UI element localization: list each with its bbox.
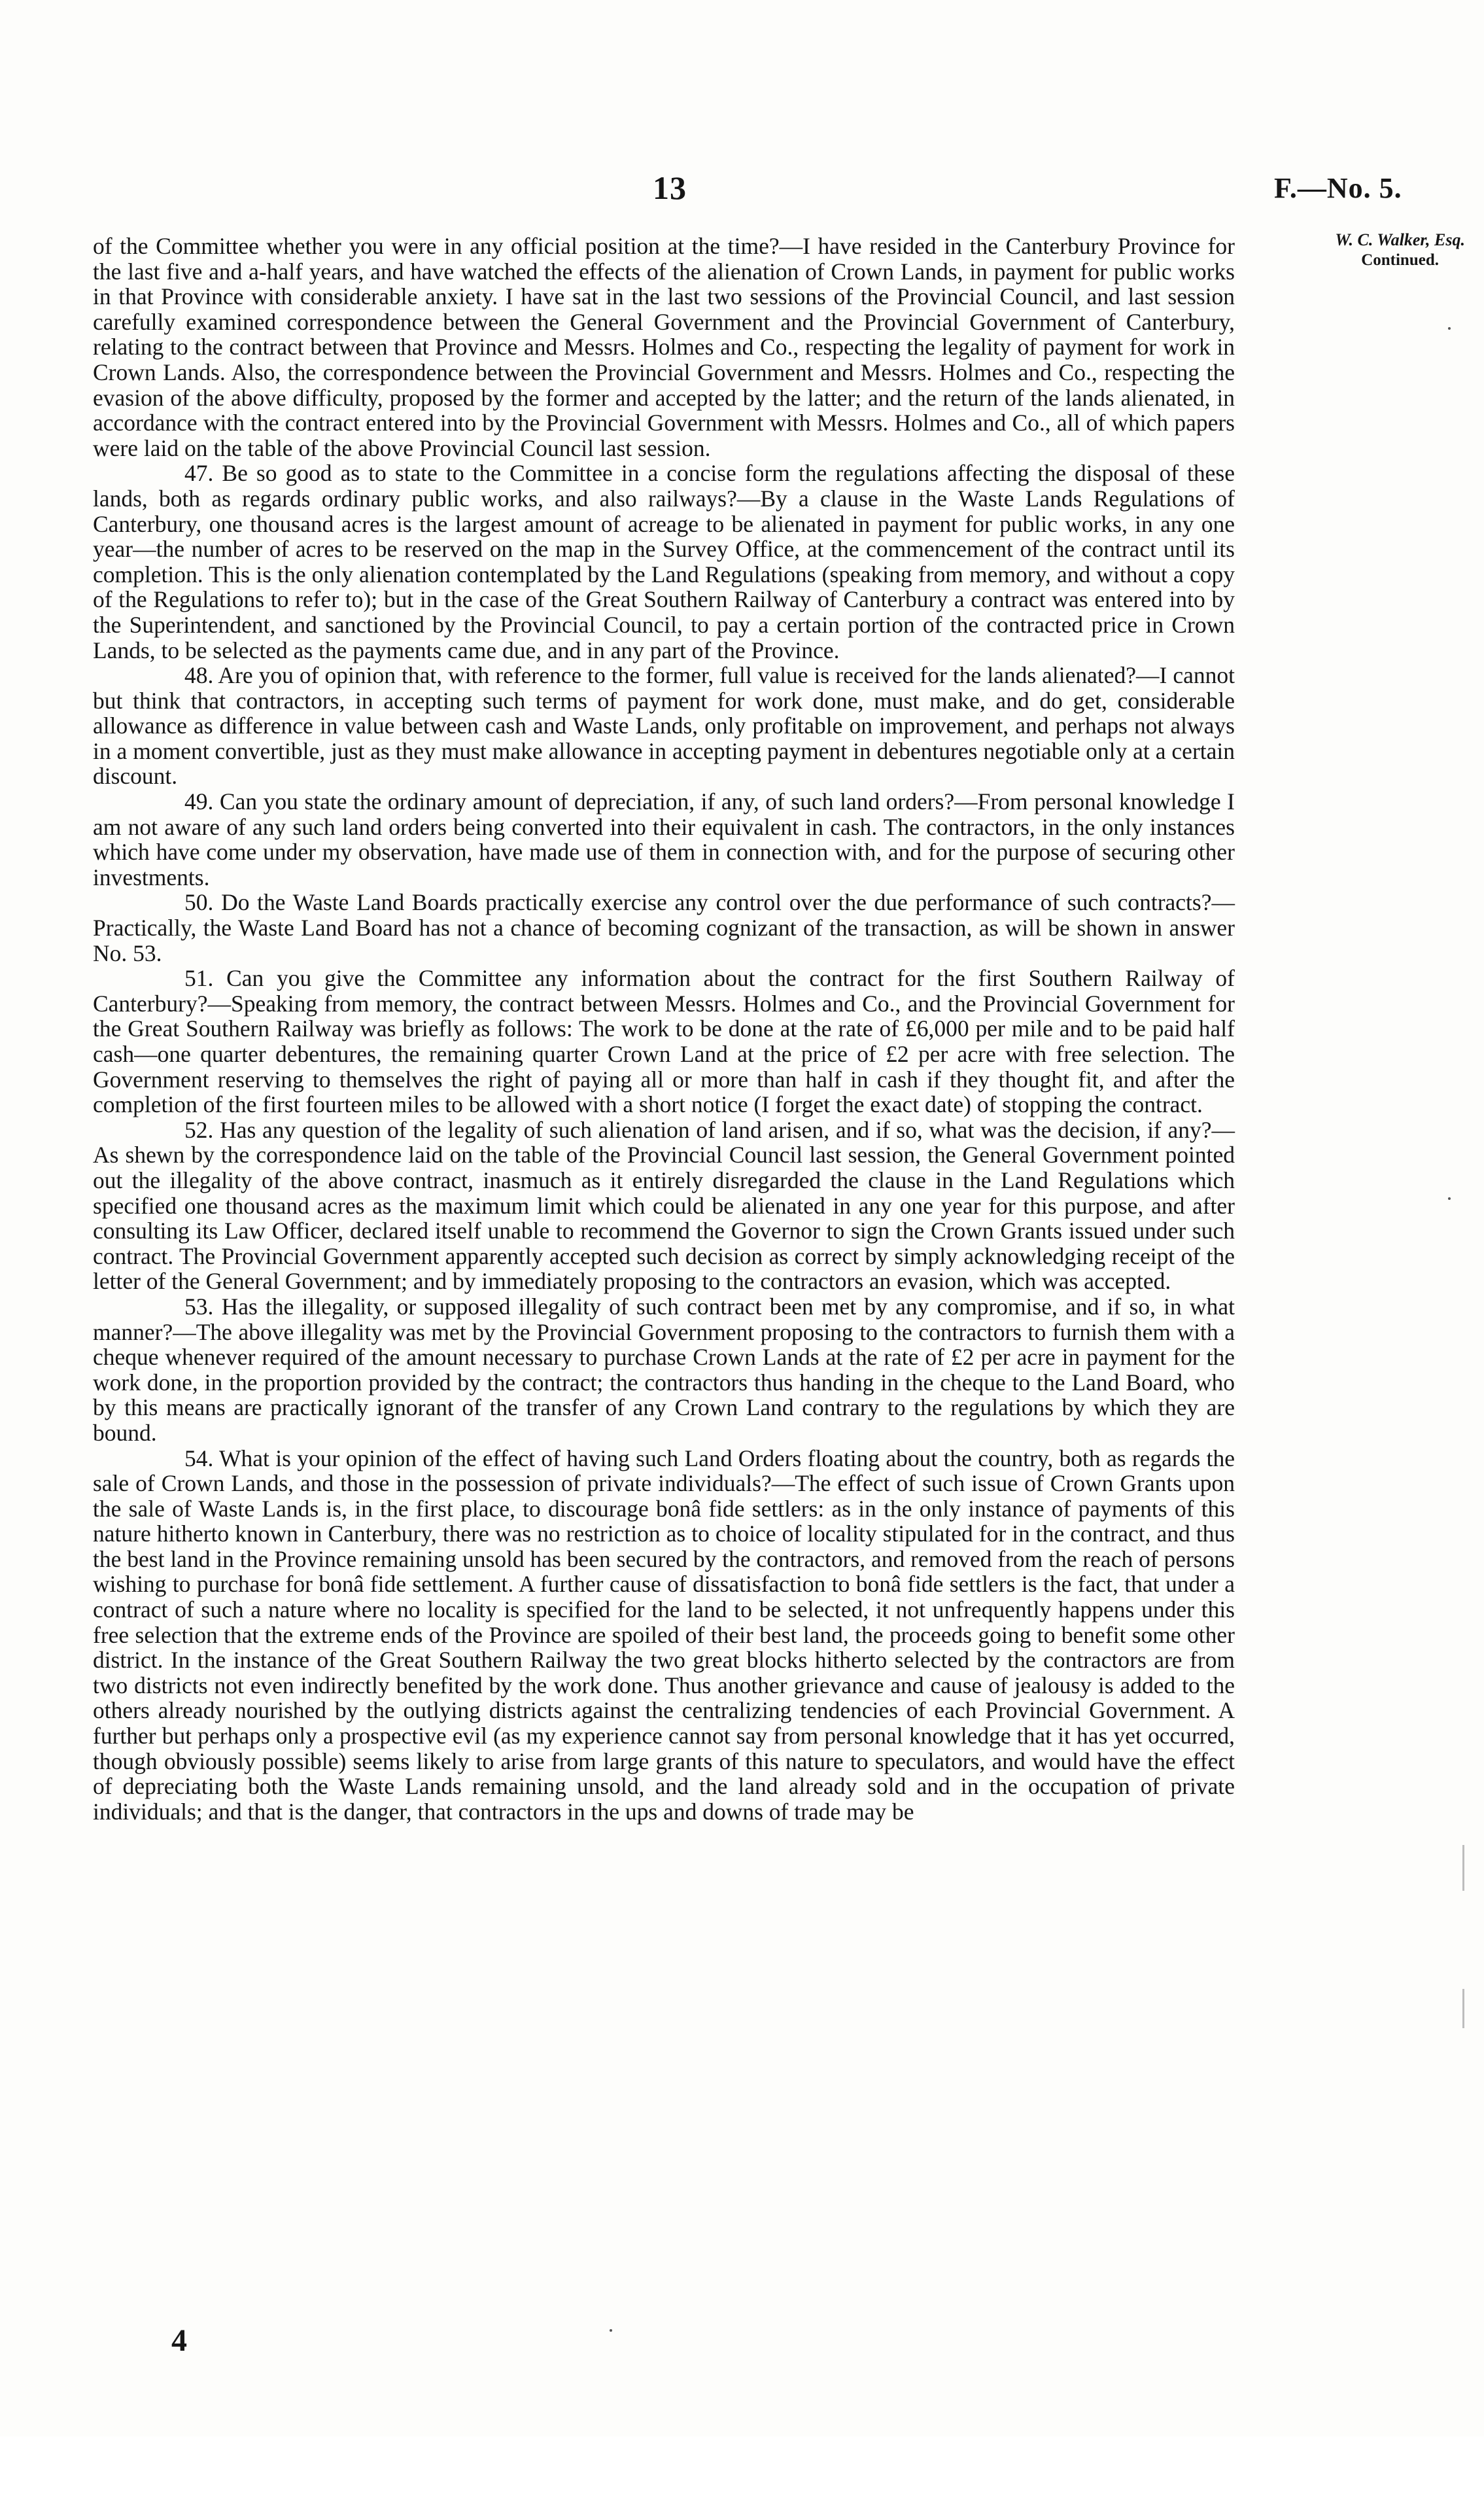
margin-note (1249, 230, 1465, 270)
paragraph-q48: 48. Are you of opinion that, with reference to the former, full value is received for the lands alienated?—I cannot but think that contractors, in accepting such terms of payment for work done, must make, and do get, considerable allowance as difference in value between cash and Waste Lands, only profitable on improvement, and perhaps not always in a moment convertible, just as they must make allowance in accepting payment in debentures negotiable only at a certain discount. (93, 662, 1235, 790)
scan-edge-mark (1462, 1989, 1464, 2028)
scan-speck (1448, 1197, 1451, 1200)
paragraph-q50: 50. Do the Waste Land Boards practically exercise any control over the due performance of such contracts?—Practically, the Waste Land Board has not a chance of becoming cognizant of the transaction, as will be shown in answer No. 53. (93, 889, 1235, 966)
paragraph-q53: 53. Has the illegality, or supposed illegality of such contract been met by any compromise, and if so, in what manner?—The above illegality was met by the Provincial Government proposing to the contractors to furnish them with a cheque whenever required of the amount necessary to purchase Crown Lands at the rate of £2 per acre in payment for the work done, in the proportion provided by the contract; the contractors thus handing in the cheque to the Land Board, who by this means are practically ignorant of the transfer of any Crown Land contrary to the regulations by which they are bound. (93, 1293, 1235, 1446)
scan-edge-mark (1462, 1845, 1464, 1891)
page-number: 13 (653, 169, 687, 206)
paragraph-continuation: of the Committee whether you were in any official position at the time?—I have resided in the Canterbury Province for the last five and a-half years, and have watched the effects of the alienation of Crown Lands, in payment for public works in that Province with considerable anxiety. I have sat in the last two sessions of the Provincial Council, and last session carefully examined correspondence between the General Government and the Provincial Government of Canterbury, relating to the contract between that Province and Messrs. Holmes and Co., respecting the legality of payment for work in Crown Lands. Also, the correspondence between the Provincial Government and Messrs. Holmes and Co., respecting the evasion of the above difficulty, proposed by the former and accepted by the latter; and the return of the lands alienated, in accordance with the contract entered into by the Provincial Government with Messrs. Holmes and Co., all of which papers were laid on the table of the above Provincial Council last session. (93, 233, 1235, 461)
witness-name: W. C. Walker, Esq. (1335, 230, 1465, 249)
continued-label: Continued. (1361, 251, 1439, 269)
scan-speck (1448, 327, 1451, 330)
document-reference: F.—No. 5. (1274, 172, 1402, 204)
paragraph-q49: 49. Can you state the ordinary amount of depreciation, if any, of such land orders?—From personal knowledge I am not aware of any such land orders being converted into their equivalent in cash. The contractors, in the only instances which have come under my observation, have made use of them in connection with, and for the purpose of securing other investments. (93, 788, 1235, 890)
paragraph-q54: 54. What is your opinion of the effect of having such Land Orders floating about the country, both as regards the sale of Crown Lands, and those in the possession of private individuals?—The effect of such issue of Crown Grants upon the sale of Waste Lands is, in the first place, to discourage bonâ fide settlers: as in the only instance of payments of this nature hitherto known in Canterbury, there was no restriction as to choice of locality stipulated for in the contract, and thus the best land in the Province remaining unsold has been secured by the contractors, and removed from the reach of persons wishing to purchase for bonâ fide settlement. A further cause of dissatisfaction to bonâ fide settlers is the fact, that under a contract of such a nature where no locality is specified for the land to be selected, it not unfrequently happens under this free selection that the extreme ends of the Province are spoiled of their best land, the proceeds going to benefit some other district. In the instance of the Great Southern Railway the two great blocks hitherto selected by the contractors are from two districts not even indirectly benefited by the work done. Thus another grievance and cause of jealousy is added to the others already nourished by the outlying districts against the centralizing tendencies of each Provincial Government. A further but perhaps only a prospective evil (as my experience cannot say from personal knowledge that it has yet occurred, though obviously possible) seems likely to arise from large grants of this nature to speculators, and would have the effect of depreciating both the Waste Lands remaining unsold, and the land already sold and in the occupation of private individuals; and that is the danger, that contractors in the ups and downs of trade may be (93, 1445, 1235, 1825)
signature-mark: 4 (171, 2323, 187, 2358)
scan-speck (610, 2329, 612, 2332)
paragraph-q51: 51. Can you give the Committee any information about the contract for the first Southern Railway of Canterbury?—Speaking from memory, the contract between Messrs. Holmes and Co., and the Provincial Government for the Great Southern Railway was briefly as follows: The work to be done at the rate of £6,000 per mile and to be paid half cash—one quarter debentures, the remaining quarter Crown Land at the price of £2 per acre with free selection. The Government reserving to themselves the right of paying all or more than half in cash if they thought fit, and after the completion of the first fourteen miles to be allowed with a short notice (I forget the exact date) of stopping the contract. (93, 965, 1235, 1118)
paragraph-q47: 47. Be so good as to state to the Committee in a concise form the regulations affecting the disposal of these lands, both as regards ordinary public works, and also railways?—By a clause in the Waste Lands Regulations of Canterbury, one thousand acres is the largest amount of acreage to be alienated in payment for public works, in any one year—the number of acres to be reserved on the map in the Survey Office, at the commencement of the contract until its completion. This is the only alienation contemplated by the Land Regulations (speaking from memory, and without a copy of the Regulations to refer to); but in the case of the Great Southern Railway of Canterbury a contract was entered into by the Superintendent, and sanctioned by the Provincial Council, to pay a certain portion of the contracted price in Crown Lands, to be selected as the payments came due, and in any part of the Province. (93, 460, 1235, 663)
paragraph-q52: 52. Has any question of the legality of such alienation of land arisen, and if so, what was the decision, if any?—As shewn by the correspondence laid on the table of the Provincial Council last session, the General Government pointed out the illegality of the above contract, inasmuch as it entirely disregarded the clause in the Land Regulations which specified one thousand acres as the maximum limit which could be alienated in any one year for this purpose, and after consulting its Law Officer, declared itself unable to recommend the Governor to sign the Crown Grants issued under such contract. The Provincial Government apparently accepted such decision as correct by simply acknowledging receipt of the letter of the General Government; and by immediately proposing to the contractors an evasion, which was accepted. (93, 1116, 1235, 1295)
evidence-text (93, 234, 1235, 2494)
